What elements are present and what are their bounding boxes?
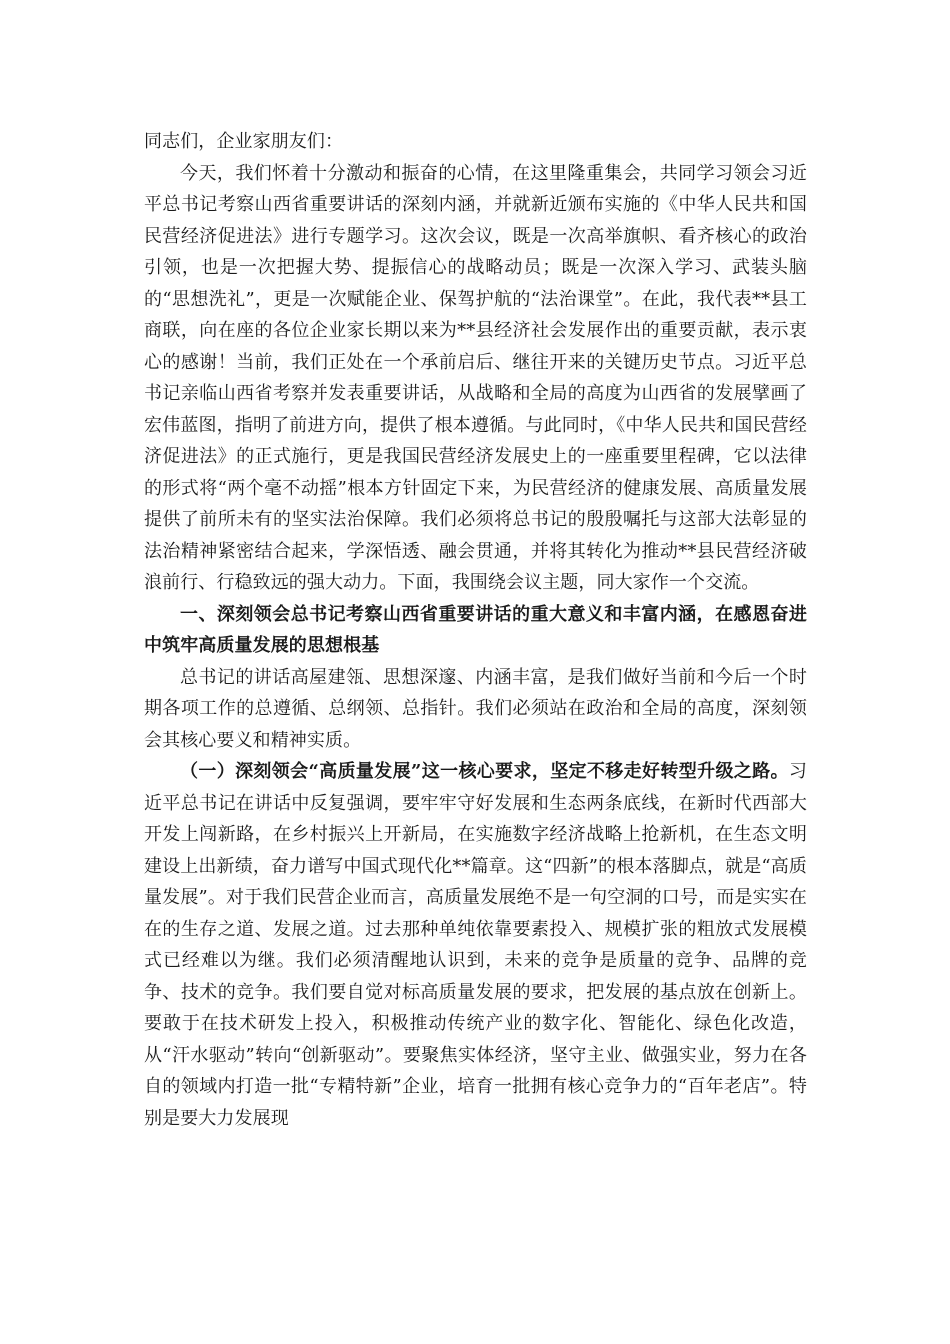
- salutation: 同志们，企业家朋友们：: [144, 131, 344, 152]
- section-1-heading: 一、深刻领会总书记考察山西省重要讲话的重大意义和丰富内涵，在感恩奋进中筑牢高质量发展的思想根基: [144, 603, 807, 656]
- intro-paragraph: 今天，我们怀着十分激动和振奋的心情，在这里隆重集会，共同学习领会习近平总书记考察山西省重要讲话的深刻内涵，并就新近颁布实施的《中华人民共和国民营经济促进法》进行专题学习。这次会议，既是一次高举旗帜、看齐核心的政治引领，也是一次把握大势、提振信心的战略动员；既是一次深入学习、武装头脑的“思想洗礼”，更是一次赋能企业、保驾护航的“法治课堂”。在此，我代表**县工商联，向在座的各位企业家长期以来为**县经济社会发展作出的重要贡献，表示衷心的感谢！当前，我们正处在一个承前启后、继往开来的关键历史节点。习近平总书记亲临山西省考察并发表重要讲话，从战略和全局的高度为山西省的发展擘画了宏伟蓝图，指明了前进方向，提供了根本遵循。与此同时，《中华人民共和国民营经济促进法》的正式施行，更是我国民营经济发展史上的一座重要里程碑，它以法律的形式将“两个毫不动摇”根本方针固定下来，为民营经济的健康发展、高质量发展提供了前所未有的坚实法治保障。我们必须将总书记的殷殷嘱托与这部大法彰显的法治精神紧密结合起来，学深悟透、融会贯通，并将其转化为推动**县民营经济破浪前行、行稳致远的强大动力。下面，我围绕会议主题，同大家作一个交流。: [144, 162, 807, 593]
- subsection-1-heading: （一）深刻领会“高质量发展”这一核心要求，坚定不移走好转型升级之路。: [180, 761, 789, 782]
- subsection-1-paragraph: [144, 756, 807, 1134]
- subsection-1-body: 习近平总书记在讲话中反复强调，要牢牢守好发展和生态两条底线，在新时代西部大开发上闯新路，在乡村振兴上开新局，在实施数字经济战略上抢新机，在生态文明建设上出新绩，奋力谱写中国式现代化**篇章。这“四新”的根本落脚点，就是“高质量发展”。对于我们民营企业而言，高质量发展绝不是一句空洞的口号，而是实实在在的生存之道、发展之道。过去那种单纯依靠要素投入、规模扩张的粗放式发展模式已经难以为继。我们必须清醒地认识到，未来的竞争是质量的竞争、品牌的竞争、技术的竞争。我们要自觉对标高质量发展的要求，把发展的基点放在创新上。要敢于在技术研发上投入，积极推动传统产业的数字化、智能化、绿色化改造，从“汗水驱动”转向“创新驱动”。要聚焦实体经济，坚守主业、做强实业，努力在各自的领域内打造一批“专精特新”企业，培育一批拥有核心竞争力的“百年老店”。特别是要大力发展现: [144, 761, 807, 1129]
- section-1-intro-paragraph: 总书记的讲话高屋建瓴、思想深邃、内涵丰富，是我们做好当前和今后一个时期各项工作的总遵循、总纲领、总指针。我们必须站在政治和全局的高度，深刻领会其核心要义和精神实质。: [144, 666, 807, 751]
- document-page: [144, 126, 807, 1134]
